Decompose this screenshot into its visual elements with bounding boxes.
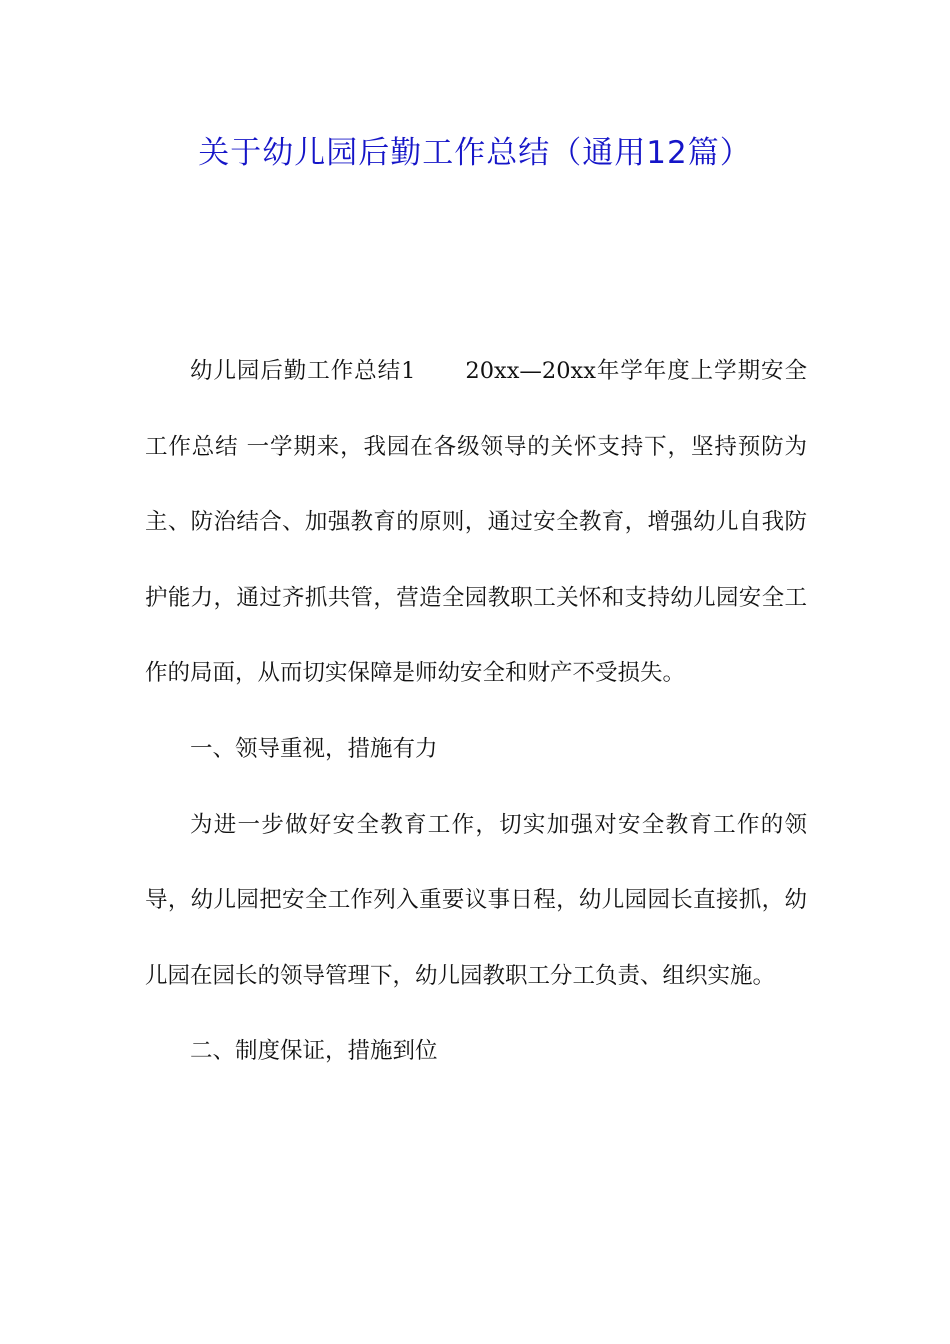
paragraph-text: 20xx—20xx年学年度上学期安全工作总结 一学期来，我园在各级领导的关怀支持下，坚持预防为主、防治结合、加强教育的原则，通过安全教育，增强幼儿自我防护能力，通过齐抓共管，营造全园教职工关怀和支持幼儿园安全工作的局面，从而切实保障是师幼安全和财产不受损失。 (145, 358, 807, 687)
paragraph-intro (145, 334, 807, 712)
paragraph-lead: 幼儿园后勤工作总结1 (190, 358, 416, 384)
document-title: 关于幼儿园后勤工作总结（通用12篇） (198, 135, 752, 171)
section-heading-1: 一、领导重视，措施有力 (190, 735, 438, 762)
paragraph-leadership: 为进一步做好安全教育工作，切实加强对安全教育工作的领导，幼儿园把安全工作列入重要议事日程，幼儿园园长直接抓，幼儿园在园长的领导管理下，幼儿园教职工分工负责、组织实施。 (145, 811, 807, 989)
document-body (145, 334, 807, 1090)
section-heading-2: 二、制度保证，措施到位 (190, 1038, 438, 1065)
